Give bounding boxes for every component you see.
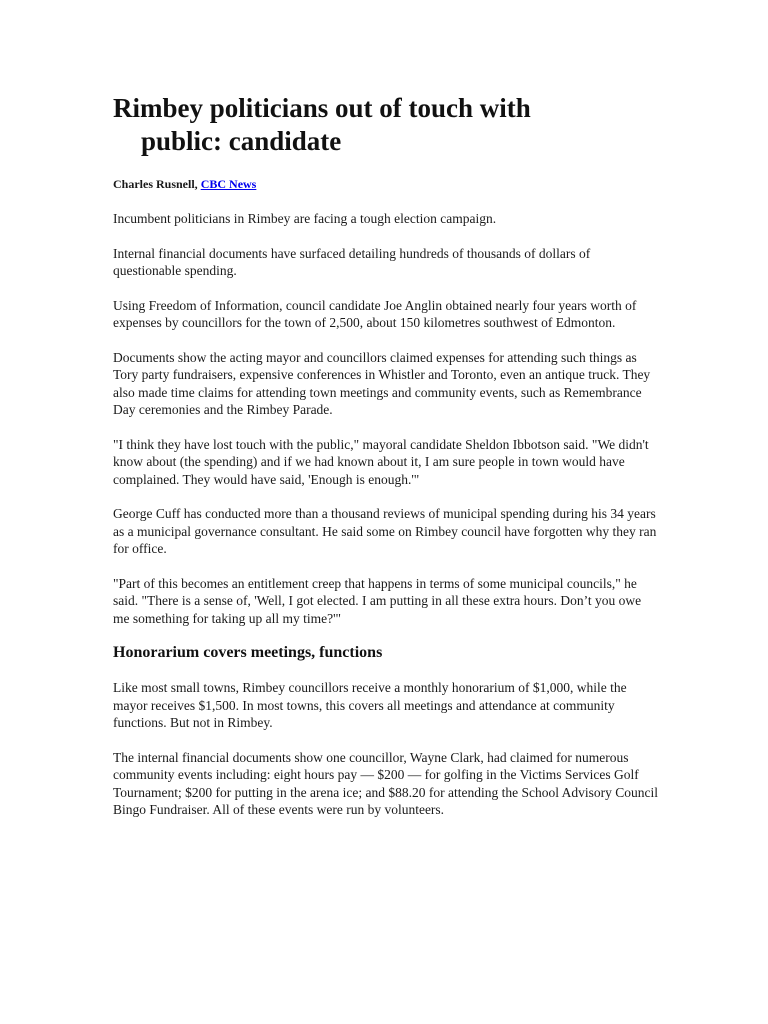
title-line-1: Rimbey politicians out of touch with [113, 93, 531, 123]
quote-paragraph: "Part of this becomes an entitlement creep that happens in terms of some municipal councils," he said. "There is a sense of, 'Well, I got elected. I am putting in all these extra hours. Don’t you owe me something for taking up all my time?'" [113, 575, 642, 626]
paragraph: George Cuff has conducted more than a thousand reviews of municipal spending during his 34 years as a municipal governance consultant. He said some on Rimbey council have forgotten why they ran for office. [113, 506, 657, 556]
paragraph: Using Freedom of Information, council candidate Joe Anglin obtained nearly four years worth of expenses by councillors for the town of 2,500, about 150 kilometres southwest of Edmonton. [113, 297, 637, 330]
title-line-2: public: candidate [141, 126, 342, 156]
article [113, 92, 658, 819]
article-title [113, 92, 658, 158]
section-subheading: Honorarium covers meetings, functions [113, 644, 383, 661]
paragraph: Internal financial documents have surfaced detailing hundreds of thousands of dollars of questionable spending. [113, 245, 591, 278]
quote-paragraph: "I think they have lost touch with the public," mayoral candidate Sheldon Ibbotson said. "We didn't know about (the spending) and if we had known about it, I am sure people in town would have complained. They would have said, 'Enough is enough.'" [113, 436, 649, 487]
byline-author: Charles Rusnell, [113, 177, 201, 191]
paragraph: Like most small towns, Rimbey councillors receive a monthly honorarium of $1,000, while the mayor receives $1,500. In most towns, this covers all meetings and attendance at community functions. But not in Rimbey. [113, 680, 627, 730]
paragraph: Incumbent politicians in Rimbey are facing a tough election campaign. [113, 211, 497, 226]
cbc-news-link[interactable]: CBC News [200, 177, 257, 191]
byline [113, 176, 658, 192]
paragraph: Documents show the acting mayor and councillors claimed expenses for attending such things as Tory party fundraisers, expensive conferences in Whistler and Toronto, even an antique truck. They also made time claims for attending town meetings and community events, such as Remembrance Day ceremonies and the Rimbey Parade. [113, 349, 651, 417]
paragraph: The internal financial documents show one councillor, Wayne Clark, had claimed for numerous community events including: eight hours pay — $200 — for golfing in the Victims Services Golf Tournament; $200 for putting in the arena ice; and $88.20 for attending the School Advisory Council Bingo Fundraiser. All of these events were run by volunteers. [113, 749, 658, 817]
